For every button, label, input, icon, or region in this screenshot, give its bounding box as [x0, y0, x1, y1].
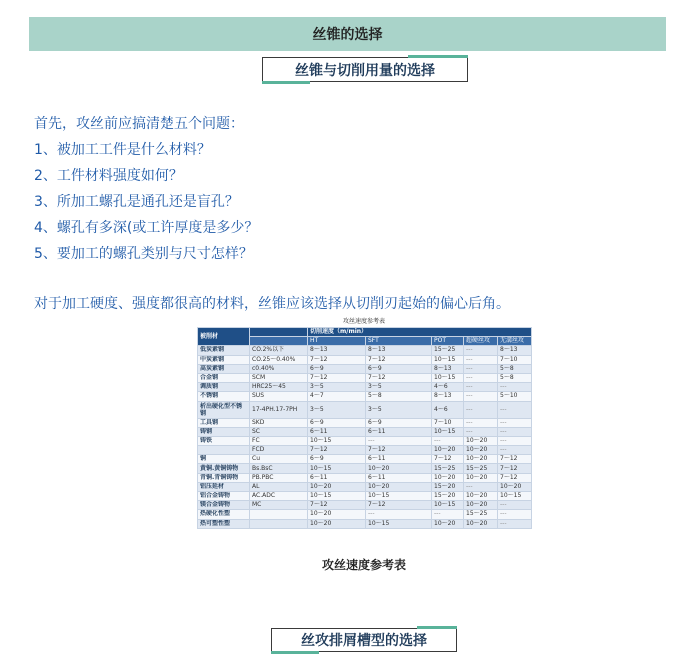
speed-cell: 7～12 [308, 373, 366, 382]
speed-cell: 6～11 [366, 427, 432, 436]
material-cell: 铸铁 [198, 436, 250, 445]
speed-cell: 15～25 [432, 346, 464, 355]
speed-cell: 10～15 [498, 492, 532, 501]
speed-cell: 10～15 [366, 492, 432, 501]
grade-cell: CO.25～0.40% [250, 355, 308, 364]
speed-cell: --- [464, 346, 498, 355]
material-cell: 青铜.青铜铸物 [198, 473, 250, 482]
speed-cell: 7～12 [308, 355, 366, 364]
grade-cell: SCM [250, 373, 308, 382]
speed-cell: 6～9 [366, 418, 432, 427]
speed-cell: 15～25 [464, 510, 498, 519]
speed-cell: 10～20 [464, 446, 498, 455]
table-caption: 攻丝速度参考表 [321, 558, 406, 572]
grade-cell: CO.2%以下 [250, 346, 308, 355]
speed-cell: --- [366, 436, 432, 445]
grade-cell: AC.ADC [250, 492, 308, 501]
speed-cell: 10～15 [432, 373, 464, 382]
speed-cell: 7～12 [366, 355, 432, 364]
grade-cell: c0.40% [250, 364, 308, 373]
speed-cell: 3～5 [308, 401, 366, 418]
question-item: 1、被加工工件是什么材料？ [34, 142, 211, 158]
speed-cell: 10～20 [464, 455, 498, 464]
speed-cell: 7～10 [498, 355, 532, 364]
speed-cell: 5～8 [366, 392, 432, 401]
material-cell: 中炭素钢 [198, 355, 250, 364]
table-row [198, 446, 532, 455]
speed-cell: --- [464, 427, 498, 436]
table-row [198, 392, 532, 401]
column-header: SFT [366, 337, 432, 346]
speed-cell: 7～12 [366, 373, 432, 382]
grade-cell: SKD [250, 418, 308, 427]
table-row [198, 364, 532, 373]
table-row [198, 418, 532, 427]
table-header-row [198, 328, 532, 337]
grade-cell: Bs.BsC [250, 464, 308, 473]
material-cell [198, 446, 250, 455]
material-cell: 不锈钢 [198, 392, 250, 401]
speed-cell: 7～12 [366, 446, 432, 455]
speed-cell: 10～20 [498, 482, 532, 491]
speed-cell: 10～20 [464, 501, 498, 510]
speed-cell: 3～5 [308, 383, 366, 392]
material-cell: 铜 [198, 455, 250, 464]
speed-cell: 7～10 [432, 418, 464, 427]
column-header: POT [432, 337, 464, 346]
speed-cell: 7～12 [432, 455, 464, 464]
speed-cell: 8～13 [432, 392, 464, 401]
material-cell: 铝合金铸物 [198, 492, 250, 501]
table-row [198, 436, 532, 445]
speed-cell: 6～9 [308, 364, 366, 373]
table-title: 攻丝速度参考表 [342, 318, 385, 325]
header-spacer [250, 328, 308, 337]
header-spacer [250, 337, 308, 346]
speed-cell: 4～7 [308, 392, 366, 401]
speed-cell: --- [498, 418, 532, 427]
speed-cell: 8～13 [432, 364, 464, 373]
speed-cell: --- [498, 446, 532, 455]
speed-cell: --- [464, 364, 498, 373]
speed-cell: 6～9 [308, 418, 366, 427]
speed-cell: --- [464, 355, 498, 364]
table-row [198, 519, 532, 528]
table-row [198, 464, 532, 473]
tapping-speed-table [197, 327, 532, 529]
speed-cell: 10～15 [308, 436, 366, 445]
speed-cell: 8～13 [498, 346, 532, 355]
speed-cell: 6～11 [366, 473, 432, 482]
speed-cell: --- [432, 436, 464, 445]
speed-cell: 7～12 [366, 501, 432, 510]
speed-cell: --- [498, 383, 532, 392]
speed-cell: --- [464, 418, 498, 427]
speed-cell: --- [464, 373, 498, 382]
header-speed: 切削速度（m/min） [308, 328, 532, 337]
speed-cell: --- [464, 482, 498, 491]
material-cell: 铝压延材 [198, 482, 250, 491]
table-row [198, 373, 532, 382]
speed-cell: 6～11 [366, 455, 432, 464]
speed-cell: 10～15 [432, 501, 464, 510]
speed-cell: 4～6 [432, 401, 464, 418]
column-header: 超硬丝攻 [464, 337, 498, 346]
material-cell: 工具钢 [198, 418, 250, 427]
speed-cell: 10～15 [308, 492, 366, 501]
question-intro: 首先，攻丝前应搞清楚五个问题： [34, 116, 244, 132]
grade-cell: FCD [250, 446, 308, 455]
material-cell: 热可塑性塑 [198, 519, 250, 528]
speed-cell: 10～20 [464, 436, 498, 445]
speed-cell: 10～20 [464, 519, 498, 528]
page-title-banner [29, 17, 666, 51]
section-heading-flute-selection [271, 628, 457, 652]
material-cell: 镁合金铸物 [198, 501, 250, 510]
speed-cell: 10～15 [308, 464, 366, 473]
speed-cell: 6～11 [308, 427, 366, 436]
speed-cell: --- [432, 510, 464, 519]
speed-cell: 5～8 [498, 373, 532, 382]
table-row [198, 482, 532, 491]
speed-cell: --- [498, 436, 532, 445]
table-row [198, 355, 532, 364]
material-cell: 析出硬化型不锈钢 [198, 401, 250, 418]
column-header: 无溝丝攻 [498, 337, 532, 346]
speed-cell: 10～20 [432, 473, 464, 482]
speed-cell: 3～5 [366, 401, 432, 418]
material-cell: 低炭素钢 [198, 346, 250, 355]
header-material: 被削材 [198, 328, 250, 346]
speed-cell: 3～5 [366, 383, 432, 392]
grade-cell: SC [250, 427, 308, 436]
material-cell: 黄铜.黄铜铸物 [198, 464, 250, 473]
question-item: 2、工件材料强度如何？ [34, 168, 183, 184]
heading-accent-top [408, 55, 468, 58]
grade-cell: FC [250, 436, 308, 445]
heading-accent-bottom [271, 651, 319, 654]
speed-cell: 7～12 [498, 473, 532, 482]
speed-cell: --- [498, 510, 532, 519]
heading-accent-bottom [262, 81, 310, 84]
table-row [198, 501, 532, 510]
column-header: HT [308, 337, 366, 346]
grade-cell: AL [250, 482, 308, 491]
table-row [198, 427, 532, 436]
grade-cell: 17-4PH.17-7PH [250, 401, 308, 418]
speed-cell: --- [498, 501, 532, 510]
speed-cell: 5～8 [498, 364, 532, 373]
speed-cell: 10～15 [366, 519, 432, 528]
speed-cell: 10～20 [366, 482, 432, 491]
speed-cell: 10～20 [308, 510, 366, 519]
heading-accent-top [417, 626, 457, 629]
section-heading-text: 丝锥与切削用量的选择 [295, 62, 435, 79]
speed-cell: --- [498, 427, 532, 436]
speed-cell: --- [498, 401, 532, 418]
table-row [198, 473, 532, 482]
question-item: 3、所加工螺孔是通孔还是盲孔？ [34, 194, 239, 210]
question-item: 4、螺孔有多深(或工许厚度是多少？ [34, 220, 259, 236]
material-cell: 合金钢 [198, 373, 250, 382]
table-row [198, 510, 532, 519]
speed-cell: 15～25 [464, 464, 498, 473]
body-paragraph: 对于加工硬度、强度都很高的材料，丝锥应该选择从切削刃起始的偏心后角。 [34, 296, 510, 312]
speed-cell: 10～20 [432, 446, 464, 455]
speed-cell: 6～9 [308, 455, 366, 464]
speed-cell: 10～20 [464, 492, 498, 501]
grade-cell: SUS [250, 392, 308, 401]
grade-cell: HRC25～45 [250, 383, 308, 392]
page-title: 丝锥的选择 [312, 27, 383, 43]
speed-cell: 6～11 [308, 473, 366, 482]
material-cell: 高炭素钢 [198, 364, 250, 373]
speed-cell: --- [464, 383, 498, 392]
table-row [198, 492, 532, 501]
speed-cell: 10～20 [432, 519, 464, 528]
speed-cell: 7～12 [498, 464, 532, 473]
speed-cell: 7～12 [498, 455, 532, 464]
speed-cell: 10～20 [464, 473, 498, 482]
grade-cell: MC [250, 501, 308, 510]
table-row [198, 383, 532, 392]
material-cell: 热硬化性塑 [198, 510, 250, 519]
table-body [198, 346, 532, 528]
section-heading-text: 丝攻排屑槽型的选择 [301, 633, 427, 649]
speed-cell: 10～15 [432, 355, 464, 364]
grade-cell [250, 510, 308, 519]
material-cell: 铸钢 [198, 427, 250, 436]
grade-cell: Cu [250, 455, 308, 464]
speed-cell: 10～20 [366, 464, 432, 473]
speed-cell: 10～15 [432, 427, 464, 436]
grade-cell [250, 519, 308, 528]
speed-cell: 15～20 [432, 482, 464, 491]
speed-cell: 15～25 [432, 464, 464, 473]
question-list [34, 113, 258, 269]
table-row [198, 401, 532, 418]
speed-cell: 5～10 [498, 392, 532, 401]
speed-cell: 10～20 [308, 519, 366, 528]
speed-cell: 10～20 [308, 482, 366, 491]
section-heading-tap-selection [262, 57, 468, 82]
question-item: 5、要加工的螺孔类别与尺寸怎样？ [34, 246, 253, 262]
speed-cell: --- [464, 401, 498, 418]
table-row [198, 455, 532, 464]
material-cell: 调质钢 [198, 383, 250, 392]
speed-cell: 6～9 [366, 364, 432, 373]
speed-cell: --- [366, 510, 432, 519]
speed-cell: 7～12 [308, 501, 366, 510]
speed-cell: 8～13 [366, 346, 432, 355]
speed-cell: 4～6 [432, 383, 464, 392]
speed-cell: --- [464, 392, 498, 401]
speed-cell: --- [498, 519, 532, 528]
tapping-speed-table-image [197, 317, 531, 529]
speed-cell: 7～12 [308, 446, 366, 455]
table-row [198, 346, 532, 355]
grade-cell: PB.PBC [250, 473, 308, 482]
speed-cell: 15～20 [432, 492, 464, 501]
speed-cell: 8～13 [308, 346, 366, 355]
